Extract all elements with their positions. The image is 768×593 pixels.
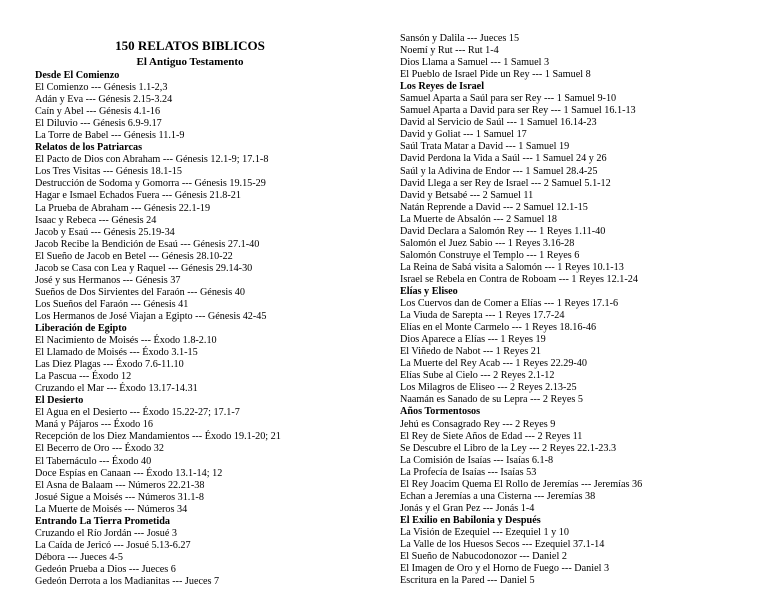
section-heading: Elías y Eliseo [400, 285, 458, 297]
story-entry: Recepción de los Diez Mandamientos --- Éxodo 19.1-20; 21 [35, 431, 281, 443]
story-entry: La Valle de los Huesos Secos --- Ezequiel 37.1-14 [400, 538, 605, 550]
story-entry: La Pascua --- Éxodo 12 [35, 371, 132, 383]
story-entry: Jehú es Consagrado Rey --- 2 Reyes 9 [400, 418, 556, 430]
story-entry: La Profecía de Isaías --- Isaías 53 [400, 466, 537, 478]
story-entry: El Viñedo de Nabot --- 1 Reyes 21 [400, 346, 541, 358]
story-entry: Samuel Aparta a Saúl para ser Rey --- 1 Samuel 9-10 [400, 93, 617, 105]
story-entry: Los Hermanos de José Viajan a Egipto --- Génesis 42-45 [35, 310, 267, 322]
story-entry: La Prueba de Abraham --- Génesis 22.1-19 [35, 202, 211, 214]
story-entry: La Visión de Ezequiel --- Ezequiel 1 y 10 [400, 526, 569, 538]
story-entry: Sansón y Dalila --- Jueces 15 [400, 33, 520, 44]
story-entry: El Diluvio --- Génesis 6.9-9.17 [35, 118, 162, 130]
story-entry: El Comienzo --- Génesis 1.1-2,3 [35, 82, 168, 94]
story-entry: David y Betsabé --- 2 Samuel 11 [400, 189, 534, 201]
story-entry: David Llega a ser Rey de Israel --- 2 Samuel 5.1-12 [400, 177, 611, 189]
story-entry: Las Diez Plagas --- Éxodo 7.6-11.10 [35, 359, 184, 371]
story-entry: Gedeón Prueba a Dios --- Jueces 6 [35, 563, 176, 575]
story-entry: Noemí y Rut --- Rut 1-4 [400, 45, 499, 57]
story-entry: El Asna de Balaam --- Números 22.21-38 [35, 479, 205, 491]
story-entry: Elías en el Monte Carmelo --- 1 Reyes 18.16-46 [400, 322, 597, 334]
story-entry: Elías Sube al Cielo --- 2 Reyes 2.1-12 [400, 370, 555, 382]
story-entry: Jacob y Esaú --- Génesis 25.19-34 [35, 226, 175, 238]
story-entry: El Agua en el Desierto --- Éxodo 15.22-27; 17.1-7 [35, 407, 240, 419]
document-title: 150 RELATOS BIBLICOS [115, 38, 265, 53]
story-entry: Doce Espías en Canaan --- Éxodo 13.1-14; 12 [35, 467, 223, 479]
story-entry: David al Servicio de Saúl --- 1 Samuel 16.14-23 [400, 117, 597, 129]
story-entry: Dios Llama a Samuel --- 1 Samuel 3 [400, 57, 550, 69]
story-entry: El Rey de Siete Años de Edad --- 2 Reyes 11 [400, 430, 583, 442]
story-entry: La Reina de Sabá visita a Salomón --- 1 Reyes 10.1-13 [400, 261, 624, 273]
section-heading: Los Reyes de Israel [400, 81, 485, 93]
story-entry: La Muerte de Moisés --- Números 34 [35, 503, 188, 515]
story-entry: Hagar e Ismael Echados Fuera --- Génesis 21.8-21 [35, 190, 241, 202]
section-heading: Entrando La Tierra Prometida [35, 515, 170, 527]
story-entry: Cruzando el Río Jordán --- Josué 3 [35, 527, 178, 539]
story-entry: David Perdona la Vida a Saúl --- 1 Samuel 24 y 26 [400, 153, 607, 165]
story-entry: David y Goliat --- 1 Samuel 17 [400, 129, 527, 141]
story-entry: Los Sueños del Faraón --- Génesis 41 [35, 298, 189, 310]
story-entry: Los Milagros de Eliseo --- 2 Reyes 2.13-25 [400, 382, 577, 394]
left-column-list [35, 70, 365, 588]
section-heading: Relatos de los Patriarcas [35, 142, 143, 154]
section-heading: Desde El Comienzo [35, 70, 120, 81]
story-entry: Los Tres Visitas --- Génesis 18.1-15 [35, 166, 182, 178]
story-entry: El Pueblo de Israel Pide un Rey --- 1 Samuel 8 [400, 69, 591, 81]
story-entry: Salomón el Juez Sabio --- 1 Reyes 3.16-28 [400, 237, 575, 249]
story-entry: Jacob Recibe la Bendición de Esaú --- Génesis 27.1-40 [35, 238, 260, 250]
story-entry: Echan a Jeremías a una Cisterna --- Jeremías 38 [400, 490, 596, 502]
story-entry: David Declara a Salomón Rey --- 1 Reyes 1.11-40 [400, 225, 606, 237]
section-heading: Años Tormentosos [400, 406, 481, 418]
story-entry: Escritura en la Pared --- Daniel 5 [400, 575, 535, 587]
story-entry: La Torre de Babel --- Génesis 11.1-9 [35, 130, 185, 142]
story-entry: Jonás y el Gran Pez --- Jonás 1-4 [400, 502, 535, 514]
story-entry: El Nacimiento de Moisés --- Éxodo 1.8-2.10 [35, 335, 217, 347]
story-entry: Caín y Abel --- Génesis 4.1-16 [35, 106, 161, 118]
right-column-list [400, 33, 750, 587]
story-entry: Cruzando el Mar --- Éxodo 13.17-14.31 [35, 383, 198, 395]
story-entry: Saúl Trata Matar a David --- 1 Samuel 19 [400, 141, 570, 153]
story-entry: El Sueño de Nabucodonozor --- Daniel 2 [400, 551, 567, 563]
story-entry: El Tabernáculo --- Éxodo 40 [35, 455, 152, 467]
story-entry: Gedeón Derrota a los Madianitas --- Jueces 7 [35, 575, 220, 587]
story-entry: Israel se Rebela en Contra de Roboam --- 1 Reyes 12.1-24 [400, 273, 638, 285]
story-entry: El Llamado de Moisés --- Éxodo 3.1-15 [35, 347, 198, 359]
story-entry: Josué Sigue a Moisés --- Números 31.1-8 [35, 491, 204, 503]
story-entry: La Viuda de Sarepta --- 1 Reyes 17.7-24 [400, 310, 565, 322]
story-entry: El Sueño de Jacob en Betel --- Génesis 28.10-22 [35, 250, 233, 262]
section-heading: El Exilio en Babilonia y Después [400, 514, 541, 526]
document-subtitle: El Antiguo Testamento [136, 56, 244, 68]
story-entry: Los Cuervos dan de Comer a Elías --- 1 Reyes 17.1-6 [400, 298, 619, 310]
story-entry: Débora --- Jueces 4-5 [35, 551, 123, 563]
story-entry: Isaac y Rebeca --- Génesis 24 [35, 214, 157, 226]
story-entry: La Muerte del Rey Acab --- 1 Reyes 22.29-40 [400, 358, 587, 370]
story-entry: Salomón Construye el Templo --- 1 Reyes 6 [400, 249, 580, 261]
story-entry: La Muerte de Absalón --- 2 Samuel 18 [400, 213, 558, 225]
story-entry: El Imagen de Oro y el Horno de Fuego --- Daniel 3 [400, 563, 610, 575]
section-heading: El Desierto [35, 395, 84, 407]
story-entry: Saúl y la Adivina de Endor --- 1 Samuel 28.4-25 [400, 165, 598, 177]
story-entry: Destrucción de Sodoma y Gomorra --- Génesis 19.15-29 [35, 178, 266, 190]
story-entry: Naamán es Sanado de su Lepra --- 2 Reyes 5 [400, 394, 584, 406]
story-entry: Jacob se Casa con Lea y Raquel --- Génesis 29.14-30 [35, 262, 253, 274]
story-entry: José y sus Hermanos --- Génesis 37 [35, 274, 181, 286]
story-entry: Adán y Eva --- Génesis 2.15-3.24 [35, 94, 173, 106]
story-entry: Natán Reprende a David --- 2 Samuel 12.1-15 [400, 201, 588, 213]
story-entry: Samuel Aparta a David para ser Rey --- 1 Samuel 16.1-13 [400, 105, 636, 117]
story-entry: El Pacto de Dios con Abraham --- Génesis 12.1-9; 17.1-8 [35, 154, 269, 166]
section-heading: Liberación de Egipto [35, 322, 127, 334]
story-entry: Dios Aparece a Elías --- 1 Reyes 19 [400, 334, 546, 346]
story-entry: La Caída de Jericó --- Josué 5.13-6.27 [35, 539, 191, 551]
story-entry: El Rey Joacim Quema El Rollo de Jeremías --- Jeremías 36 [400, 478, 643, 490]
story-entry: La Comisión de Isaías --- Isaías 6.1-8 [400, 454, 554, 466]
story-entry: Se Descubre el Libro de la Ley --- 2 Reyes 22.1-23.3 [400, 442, 617, 454]
story-entry: El Becerro de Oro --- Éxodo 32 [35, 443, 164, 455]
story-entry: Sueños de Dos Sirvientes del Faraón --- Génesis 40 [35, 286, 245, 298]
story-entry: Maná y Pájaros --- Éxodo 16 [35, 419, 153, 431]
